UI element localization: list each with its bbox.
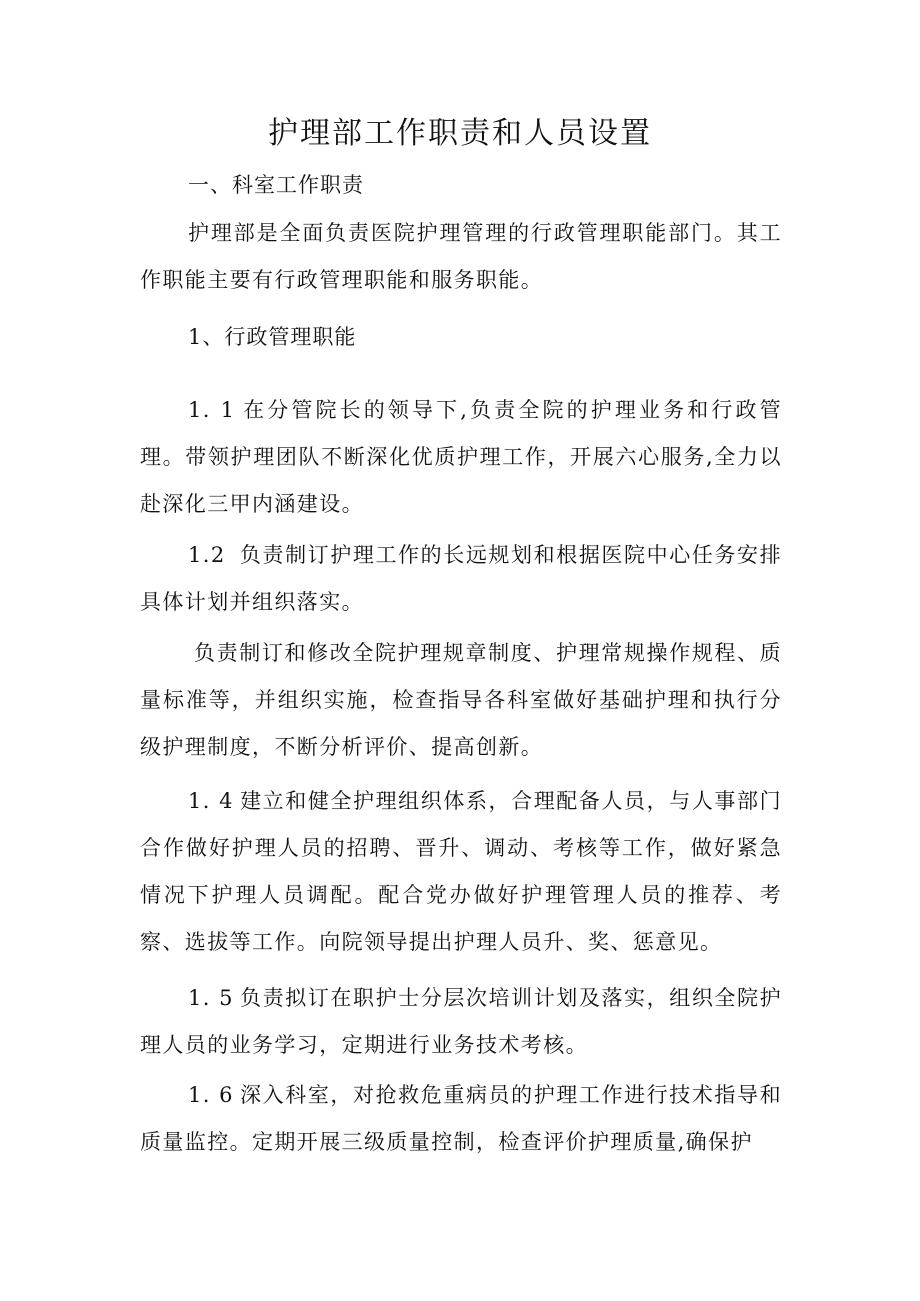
duty-item-1-2 — [140, 532, 782, 626]
item-number: 1. 6 — [188, 1083, 234, 1107]
item-text: 负责制订护理工作的长远规划和根据医院中心任务安排具体计划并组织落实。 — [140, 543, 782, 614]
duty-item-1-5 — [140, 975, 782, 1069]
item-text: 负责拟订在职护士分层次培训计划及落实，组织全院护理人员的业务学习，定期进行业务技术考核。 — [140, 986, 782, 1057]
item-text: 深入科室，对抢救危重病员的护理工作进行技术指导和质量监控。定期开展三级质量控制，检查评价护理质量,确保护 — [140, 1083, 782, 1154]
duty-item-1-6 — [140, 1072, 782, 1166]
intro-paragraph: 护理部是全面负责医院护理管理的行政管理职能部门。其工作职能主要有行政管理职能和服务职能。 — [140, 221, 782, 292]
item-text: 建立和健全护理组织体系，合理配备人员，与人事部门合作做好护理人员的招聘、晋升、调动、考核等工作，做好紧急情况下护理人员调配。配合党办做好护理管理人员的推荐、考察、选拔等工作。向院领导提出护理人员升、奖、惩意见。 — [140, 789, 782, 954]
section-heading-duties: 一、科室工作职责 — [188, 173, 364, 197]
item-text: 在分管院长的领导下,负责全院的护理业务和行政管理。带领护理团队不断深化优质护理工作，开展六心服务,全力以赴深化三甲内涵建设。 — [140, 398, 782, 516]
item-number: 1.2 — [188, 543, 226, 567]
duty-item-1-4 — [140, 778, 782, 966]
item-number: 1. 4 — [188, 789, 234, 813]
item-number: 1. 1 — [188, 398, 236, 422]
document-title: 护理部工作职责和人员设置 — [268, 116, 652, 151]
duty-item-1-3 — [140, 630, 782, 771]
duty-item-1-1 — [140, 387, 782, 528]
item-text: 负责制订和修改全院护理规章制度、护理常规操作规程、质量标准等，并组织实施，检查指导各科室做好基础护理和执行分级护理制度，不断分析评价、提高创新。 — [140, 641, 782, 759]
item-number: 1. 5 — [188, 986, 234, 1010]
subsection-heading-admin: 1、行政管理职能 — [188, 325, 357, 349]
